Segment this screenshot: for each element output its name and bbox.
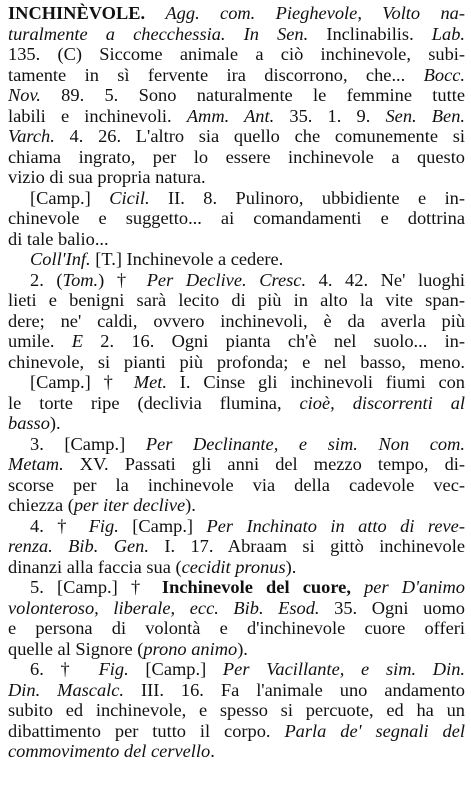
citation-source: Metam.: [8, 454, 64, 474]
quote-text: umile.: [8, 331, 72, 351]
entry-line-30: [8, 598, 465, 619]
sense-definition: Per Vacillante, e sim. Din.: [222, 659, 465, 679]
quote-text: III. 16. Fa l'animale uno andamento: [124, 679, 465, 700]
quote-text: chinevole e suggetto... ai comandamenti e dottrina: [8, 208, 465, 228]
latin-gloss: cecidit pronus: [181, 556, 286, 577]
entry-line-25: [8, 495, 465, 516]
entry-line-26: [8, 516, 465, 537]
citation-source: Amm. Ant.: [186, 105, 275, 126]
entry-line-18: [8, 352, 465, 373]
quote-text: lieti e benigni sarà lecito di più in alto la vite span-: [8, 290, 465, 310]
entry-line-35: [8, 700, 465, 721]
entry-line-13: [8, 249, 465, 270]
sense-number: 4. †: [30, 515, 89, 536]
entry-line-1: [8, 3, 465, 24]
latin-gloss: prono animo: [143, 638, 238, 659]
quote-text: 35. Ogni uomo: [319, 597, 465, 618]
sense-number: 5. [Camp.] †: [30, 577, 162, 597]
quote-text: le torte ripe (declivia flumina,: [8, 392, 300, 413]
citation-source: Met.: [133, 372, 167, 392]
entry-line-27: [8, 536, 465, 557]
entry-line-16: [8, 311, 465, 332]
punctuation: ).: [237, 638, 248, 659]
citation-source: Cicil.: [109, 187, 150, 208]
sense-definition: Per Inchinato in atto di reve-: [206, 515, 465, 536]
entry-line-23: [8, 454, 465, 475]
gloss-text: basso: [8, 413, 50, 433]
quote-text: tamente in sì fervente ira discorrono, che...: [8, 64, 424, 85]
quote-text: vizio di sua propria natura.: [8, 167, 206, 187]
quote-text: quelle al Signore (: [8, 638, 144, 659]
quote-text: chinevole, si pianti più profonda; e nel basso, meno.: [8, 351, 465, 372]
entry-line-2: [8, 24, 465, 45]
sense-definition: renza. Bib. Gen.: [8, 536, 149, 556]
quote-text: di tale balio...: [8, 228, 109, 249]
entry-line-4: [8, 65, 465, 86]
editor-tag: [Camp.]: [118, 515, 207, 536]
quote-text: labili e inchinevoli.: [8, 105, 187, 126]
entry-line-7: [8, 126, 465, 147]
entry-line-34: [8, 680, 465, 701]
sense-definition: volonteroso, liberale, ecc. Bib. Esod.: [8, 597, 320, 618]
quote-text: 2. 16. Ogni pianta ch'è nel suolo... in-: [82, 331, 465, 351]
editor-tag: [Camp.]: [128, 659, 223, 679]
citation-source: Din. Mascalc.: [8, 679, 125, 700]
entry-line-33: [8, 659, 465, 680]
entry-line-22: [8, 434, 465, 455]
quote-text: 89. 5. Sono naturalmente le femmine tutte: [40, 85, 465, 105]
entry-line-21: [8, 413, 465, 434]
quote-text: XV. Passati gli anni del mezzo tempo, di-: [63, 454, 465, 474]
entry-line-19: [8, 372, 465, 393]
entry-line-5: [8, 85, 465, 106]
quote-text: dibattimento per tutto il corpo.: [8, 720, 285, 741]
entry-line-29: [8, 577, 465, 598]
citation-source: E: [71, 331, 83, 351]
usage-label: Coll'Inf.: [30, 249, 91, 269]
obsolete-mark: ) †: [98, 269, 147, 290]
punctuation: .: [210, 741, 215, 761]
entry-line-36: [8, 721, 465, 742]
citation-source: Varch.: [8, 126, 55, 146]
entry-line-11: [8, 208, 465, 229]
sense-number: 3. [Camp.]: [30, 433, 146, 454]
editor-tag: [Camp.]: [30, 187, 110, 208]
entry-line-32: [8, 639, 465, 660]
latin-equivalent: Inclinabilis.: [308, 23, 432, 44]
entry-line-17: [8, 331, 465, 352]
headword: INCHINÈVOLE.: [8, 3, 146, 23]
citation-source: Bocc.: [423, 64, 465, 85]
editor-tag: Tom.: [62, 269, 99, 290]
quote-text: chiama ingrato, per lo essere inchinevole a questo: [8, 146, 465, 167]
citation-source: Lab.: [431, 23, 465, 44]
usage-label: Fig.: [98, 659, 129, 679]
quote-text: I. Cinse gli inchinevoli fiumi con: [167, 372, 465, 392]
gloss-text: Parla de' segnali del: [284, 720, 465, 741]
entry-line-15: [8, 290, 465, 311]
sense-definition: per D'animo: [350, 577, 465, 597]
gloss-text: cioè, discorrenti al: [299, 392, 465, 413]
punctuation: ).: [49, 413, 61, 433]
quote-text: e persona di volontà e d'inchinevole cuore offeri: [8, 618, 465, 638]
entry-line-8: [8, 147, 465, 168]
entry-line-6: [8, 106, 465, 127]
sense-number: 2. (: [30, 269, 63, 290]
entry-line-10: [8, 188, 465, 209]
quote-text: I. 17. Abraam si gittò inchinevole: [148, 536, 465, 556]
entry-line-3: [8, 44, 465, 65]
quote-text: 135. (C) Siccome animale a ciò inchinevole, subi-: [8, 44, 465, 64]
quote-text: 4. 26. L'altro sia quello che comunemente si: [54, 126, 465, 146]
entry-line-31: [8, 618, 465, 639]
entry-line-14: [8, 270, 465, 291]
grammar-definition: Agg. com. Pieghevole, Volto na-: [165, 3, 465, 23]
citation-ref: 35. 1. 9.: [274, 105, 386, 126]
quote-text: subito ed inchinevole, e spesso si percuote, ed ha un: [8, 700, 465, 720]
punctuation: ).: [285, 556, 297, 577]
gloss-text: commovimento del cervello: [8, 741, 211, 761]
quote-text: scorse per la inchinevole via della cadevole vec-: [8, 474, 465, 495]
quote-text: chiezza (: [8, 495, 74, 515]
entry-line-20: [8, 393, 465, 414]
usage-label: Fig.: [88, 515, 119, 536]
phrase-headword: Inchinevole del cuore,: [161, 577, 351, 597]
citation-source: Nov.: [8, 85, 41, 105]
sense-definition: Per Declive. Cresc.: [146, 269, 307, 290]
citation-source: Sen. Ben.: [385, 105, 465, 126]
sense-number: 6. †: [30, 659, 99, 679]
definition-text: turalmente a checchessia. In Sen.: [8, 23, 309, 44]
latin-gloss: per iter declive: [73, 495, 186, 515]
sense-definition: Per Declinante, e sim. Non com.: [145, 433, 465, 454]
entry-line-9: [8, 167, 465, 188]
quote-text: [T.] Inchinevole a cedere.: [90, 249, 284, 269]
entry-line-28: [8, 557, 465, 578]
quote-text: dere; ne' caldi, ovvero inchinevoli, è da averla più: [8, 310, 465, 331]
quote-text: 4. 42. Ne' luoghi: [306, 269, 465, 290]
entry-line-24: [8, 475, 465, 496]
punctuation: ).: [185, 495, 196, 515]
quote-text: dinanzi alla faccia sua (: [8, 556, 182, 577]
editor-tag: [Camp.] †: [30, 372, 134, 392]
entry-line-12: [8, 229, 465, 250]
quote-text: II. 8. Pulinoro, ubbidiente e in-: [149, 187, 465, 208]
entry-line-37: [8, 741, 465, 762]
